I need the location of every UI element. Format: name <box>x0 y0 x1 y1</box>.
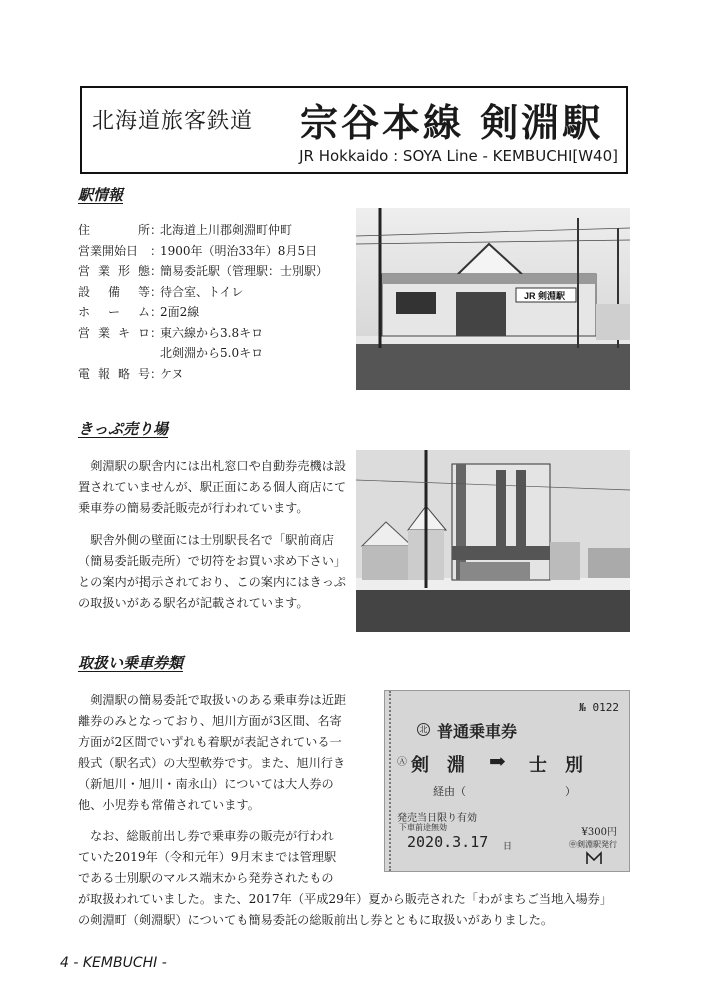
info-label: 営 業 キ ロ <box>78 325 150 340</box>
ticket-stamp-mark <box>585 851 603 865</box>
section-heading-tickets: 取扱い乗車券類 <box>78 654 184 672</box>
ticket-price: ¥300円 <box>581 827 617 838</box>
info-row: 設 備 等 ： 待合室、トイレ <box>78 282 328 303</box>
info-value: ケヌ <box>160 366 184 381</box>
info-value: 北海道上川郡剣淵町仲町 <box>160 223 293 237</box>
info-label: 営 業 形 態 <box>78 264 150 278</box>
info-value: 北剣淵から5.0キロ <box>160 346 264 360</box>
info-value: 簡易委託駅（管理駅：士別駅） <box>160 264 329 278</box>
info-label: ホ ー ム <box>78 305 150 319</box>
info-row: 営 業 形 態 ： 簡易委託駅（管理駅：士別駅） <box>78 261 328 282</box>
ticket-to: 士 別 <box>529 755 583 776</box>
info-label: 設 備 等 <box>78 284 150 299</box>
ticket-perforation <box>385 691 391 871</box>
info-label: 電 報 略 号 <box>78 366 150 381</box>
info-row: 住 所 ： 北海道上川郡剣淵町仲町 <box>78 220 328 241</box>
ticket-image <box>384 690 630 872</box>
ticket-issuer: ㊥剣淵駅発行 <box>569 840 617 849</box>
info-row <box>78 343 328 364</box>
section-heading-station-info: 駅情報 <box>78 186 124 204</box>
ticket-from: 剣 淵 <box>411 755 465 776</box>
text-line: の剣淵町（剣淵駅）についても簡易委託の総販前出し券とともに取扱いがありました。 <box>78 913 554 927</box>
ticket-number: № 0122 <box>579 701 619 714</box>
text-line: ていた2019年（令和元年）9月末までは管理駅 <box>78 850 337 864</box>
page-footer: 4 - KEMBUCHI - <box>60 955 167 971</box>
info-row: 営業開始日 ： 1900年（明治33年）8月5日 <box>78 241 328 262</box>
ticket-from-mark: Ⓐ <box>397 757 407 768</box>
info-label: 営業開始日 <box>78 243 139 258</box>
station-info-table <box>78 220 328 384</box>
info-row: 営 業 キ ロ ： 東六線から3.8キロ <box>78 323 328 344</box>
info-label: 住 所 <box>78 223 150 237</box>
ticket-via: 経由（ ） <box>433 785 576 798</box>
company-name: 北海道旅客鉄道 <box>92 109 254 134</box>
page-subtitle: JR Hokkaido : SOYA Line - KEMBUCHI[W40] <box>299 147 618 165</box>
ticket-no-stopover: 下車前途無効 <box>399 823 447 832</box>
info-row: ホ ー ム ： 2面2線 <box>78 302 328 323</box>
info-value: 2面2線 <box>160 305 200 319</box>
text-line: なお、総販前出し券で乗車券の販売が行われ <box>90 829 334 843</box>
info-value: 東六線から3.8キロ <box>160 325 264 340</box>
section-heading-ticket-sales: きっぷ売り場 <box>78 420 169 438</box>
text-line: が取扱われていました。また、2017年（平成29年）夏から販売された「わがまちご当地入場券」 <box>78 892 613 906</box>
ticket-sales-paragraph-1: 剣淵駅の駅舎内には出札窓口や自動券売機は設置されていませんが、駅正面にある個人商店にて乗車券の簡易委託販売が行われています。 <box>78 459 347 515</box>
ticket-sales-paragraph-2: 駅舎外側の壁面には士別駅長名で「駅前商店（簡易委託販売所）で切符をお買い求め下さい」との案内が掲示されており、この案内にはきっぷの取扱いがある駅名が記載されています。 <box>78 533 347 610</box>
page-title: 宗谷本線 剣淵駅 <box>300 100 604 145</box>
ticket-date-suffix: 日 <box>503 842 513 852</box>
text-line: である士別駅のマルス端末から発券されたもの <box>78 871 334 885</box>
ticket-date: 2020.3.17 <box>407 833 489 851</box>
ticket-validity: 発売当日限り有効 <box>397 813 477 824</box>
info-row: 電 報 略 号 ： ケヌ <box>78 364 328 385</box>
ticket-kita-mark: 北 <box>417 723 430 736</box>
shop-photo <box>356 450 630 632</box>
info-value: 1900年（明治33年）8月5日 <box>160 243 318 258</box>
ticket-arrow: ➡ <box>489 749 506 773</box>
info-value: 待合室、トイレ <box>160 284 244 299</box>
ticket-title: 普通乗車券 <box>437 722 518 741</box>
station-photo <box>356 208 630 390</box>
station-sign-text: JR 剣淵駅 <box>524 291 566 301</box>
tickets-paragraph-1: 剣淵駅の簡易委託で取扱いのある乗車券は近距離券のみとなっており、旭川方面が3区間、名寄方面が2区間でいずれも着駅が表記されている一般式（駅名式）の大型軟券です。また、旭川行き（新旭川・旭川・南永山）については大人券の他、小児券も常備されています。 <box>78 693 347 812</box>
